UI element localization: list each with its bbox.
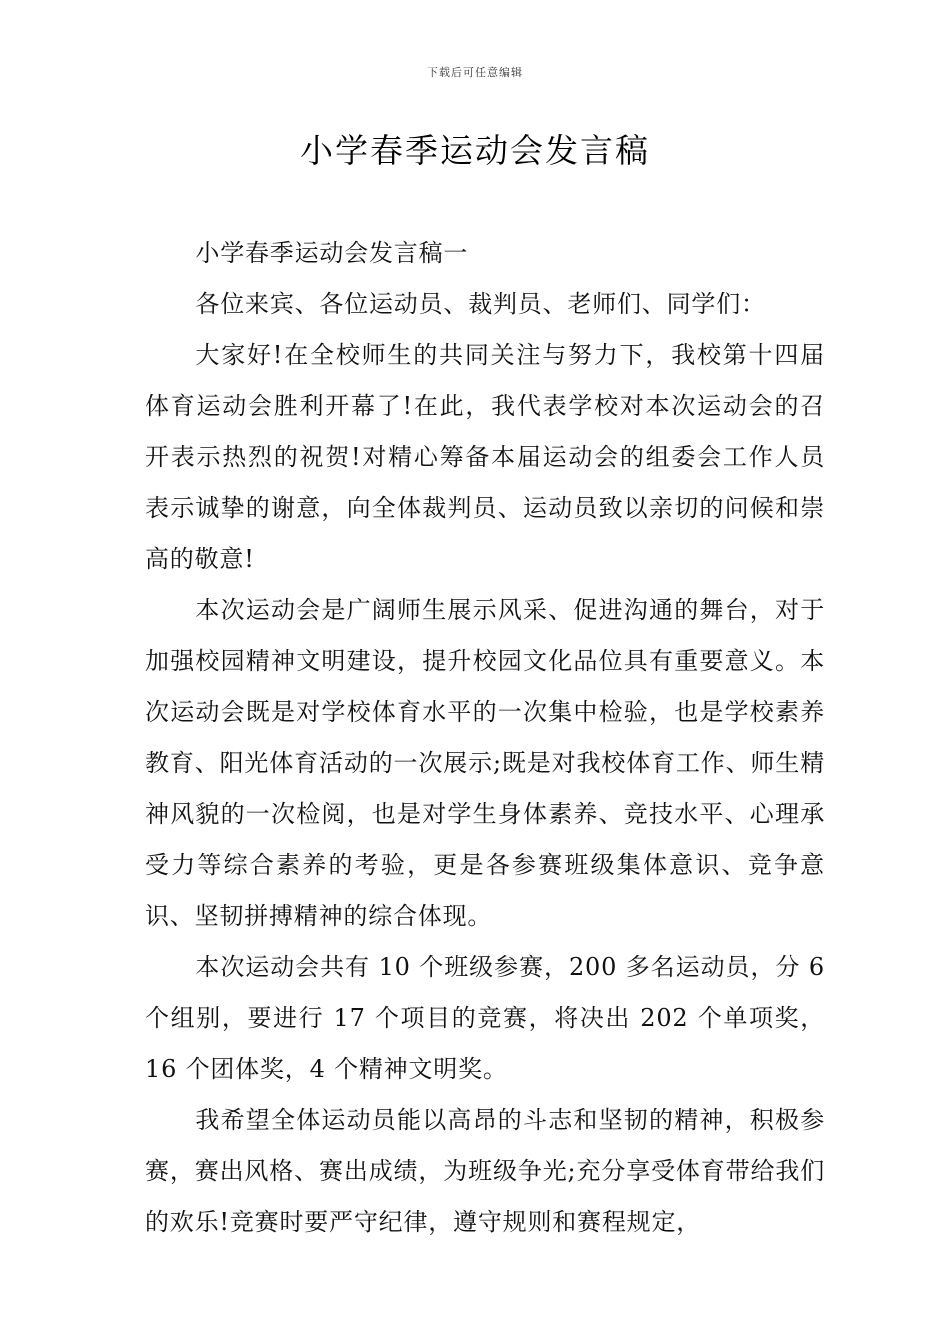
document-body [145, 228, 825, 1248]
subtitle-paragraph: 小学春季运动会发言稿一 [195, 239, 469, 267]
header-note: 下载后可任意编辑 [427, 66, 523, 79]
salutation-paragraph: 各位来宾、各位运动员、裁判员、老师们、同学们： [195, 290, 766, 318]
body-paragraph: 大家好!在全校师生的共同关注与努力下，我校第十四届体育运动会胜利开幕了!在此，我代表学校对本次运动会的召开表示热烈的祝贺!对精心筹备本届运动会的组委会工作人员表示诚挚的谢意，向全体裁判员、运动员致以亲切的问候和崇高的敬意! [145, 341, 825, 573]
body-paragraph: 本次运动会共有 10 个班级参赛，200 多名运动员，分 6 个组别，要进行 17 个项目的竞赛，将决出 202 个单项奖，16 个团体奖，4 个精神文明奖。 [145, 953, 825, 1083]
body-paragraph: 我希望全体运动员能以高昂的斗志和坚韧的精神，积极参赛，赛出风格、赛出成绩，为班级争光;充分享受体育带给我们的欢乐!竞赛时要严守纪律，遵守规则和赛程规定， [145, 1106, 825, 1236]
document-title: 小学春季运动会发言稿 [300, 131, 650, 170]
body-paragraph: 本次运动会是广阔师生展示风采、促进沟通的舞台，对于加强校园精神文明建设，提升校园文化品位具有重要意义。本次运动会既是对学校体育水平的一次集中检验，也是学校素养教育、阳光体育活动的一次展示;既是对我校体育工作、师生精神风貌的一次检阅，也是对学生身体素养、竞技水平、心理承受力等综合素养的考验，更是各参赛班级集体意识、竞争意识、坚韧拼搏精神的综合体现。 [145, 596, 825, 930]
